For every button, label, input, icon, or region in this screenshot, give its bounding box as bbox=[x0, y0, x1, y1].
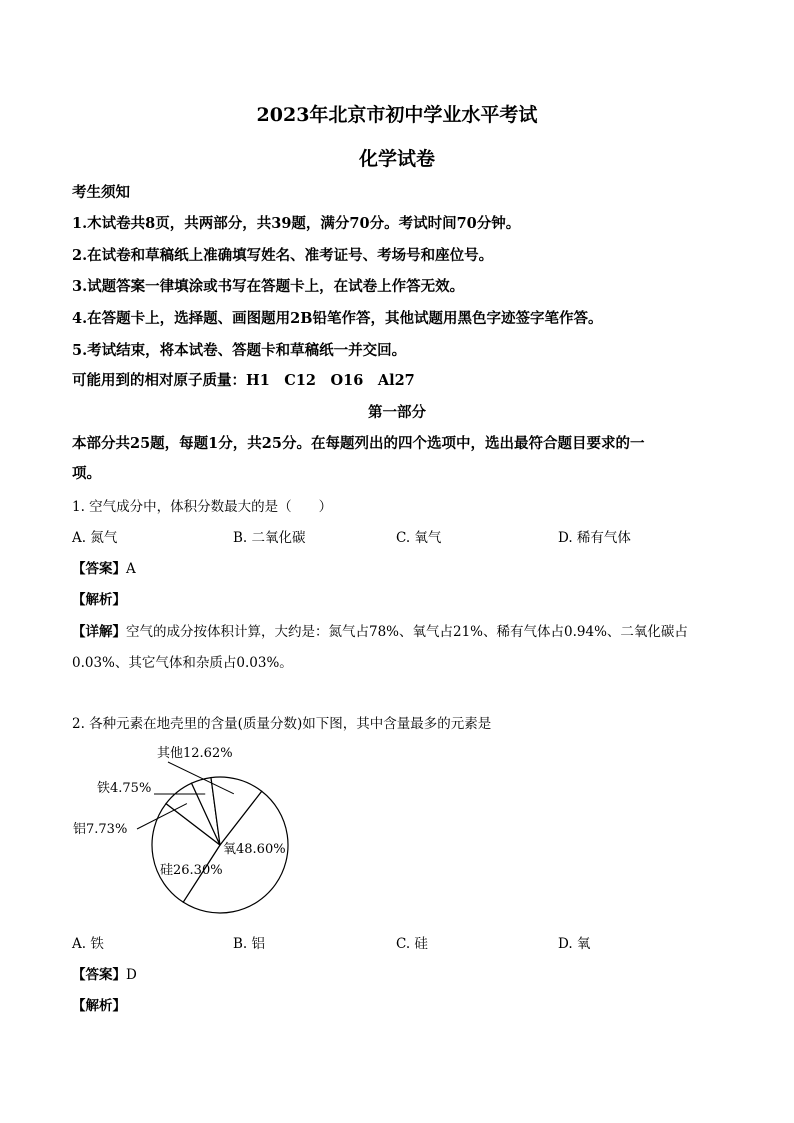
q2-analysis bbox=[72, 994, 126, 1014]
atomic-mass-line: 可能用到的相对原子质量：H1 C12 O16 Al27 bbox=[72, 372, 415, 389]
q1-option-d: D. 稀有气体 bbox=[558, 530, 631, 546]
pie-label-硅: 硅26.30% bbox=[160, 863, 223, 878]
q2-answer bbox=[72, 963, 137, 983]
exam-subtitle: 化学试卷 bbox=[358, 148, 435, 170]
answer-tag: 【答案】 bbox=[72, 561, 126, 577]
analysis-tag: 【解析】 bbox=[72, 592, 126, 608]
part-intro-line1: 本部分共25题，每题1分，共25分。在每题列出的四个选项中，选出最符合题目要求的一 bbox=[72, 435, 645, 452]
analysis-tag: 【解析】 bbox=[72, 998, 126, 1014]
pie-label-铁: 铁4.75% bbox=[97, 781, 152, 796]
q1-answer bbox=[72, 557, 136, 577]
q1-detail-line1 bbox=[72, 620, 688, 640]
q1-stem: 1. 空气成分中，体积分数最大的是（ ） bbox=[72, 499, 333, 515]
notice-item-1: 1.木试卷共8页，共两部分，共39题，满分70分。考试时间70分钟。 bbox=[72, 215, 521, 232]
answer-tag: 【答案】 bbox=[72, 967, 126, 983]
q2-option-c: C. 硅 bbox=[396, 936, 428, 952]
part-heading: 第一部分 bbox=[368, 404, 426, 421]
q2-option-d: D. 氧 bbox=[558, 936, 591, 952]
part-intro-line2: 项。 bbox=[72, 465, 101, 482]
answer-value: D bbox=[126, 967, 137, 983]
exam-title: 2023年北京市初中学业水平考试 bbox=[256, 104, 538, 126]
crust-element-pie-chart bbox=[60, 735, 320, 925]
q2-option-a: A. 铁 bbox=[72, 936, 104, 952]
q2-stem: 2. 各种元素在地壳里的含量(质量分数)如下图，其中含量最多的元素是 bbox=[72, 716, 492, 732]
q2-option-b: B. 铝 bbox=[233, 936, 266, 952]
notice-item-5: 5.考试结束，将本试卷、答题卡和草稿纸一并交回。 bbox=[72, 342, 407, 359]
detail-text: 空气的成分按体积计算，大约是：氮气占78%、氧气占21%、稀有气体占0.94%、二氧化碳占 bbox=[126, 624, 688, 640]
q1-detail-line2: 0.03%、其它气体和杂质占0.03%。 bbox=[72, 655, 293, 671]
notice-item-3: 3.试题答案一律填涂或书写在答题卡上，在试卷上作答无效。 bbox=[72, 278, 465, 295]
detail-tag: 【详解】 bbox=[72, 624, 126, 640]
answer-value: A bbox=[126, 561, 136, 577]
pie-label-铝: 铝7.73% bbox=[73, 822, 128, 837]
pie-label-氧: 氧48.60% bbox=[223, 842, 286, 857]
notice-item-4: 4.在答题卡上，选择题、画图题用2B铅笔作答，其他试题用黑色字迹签字笔作答。 bbox=[72, 310, 603, 327]
pie-label-其他: 其他12.62% bbox=[157, 746, 233, 761]
q1-analysis bbox=[72, 588, 126, 608]
q1-option-a: A. 氮气 bbox=[72, 530, 118, 546]
notice-item-2: 2.在试卷和草稿纸上准确填写姓名、准考证号、考场号和座位号。 bbox=[72, 247, 494, 264]
notice-heading: 考生须知 bbox=[72, 184, 130, 201]
q1-option-b: B. 二氧化碳 bbox=[233, 530, 306, 546]
q1-option-c: C. 氧气 bbox=[396, 530, 442, 546]
